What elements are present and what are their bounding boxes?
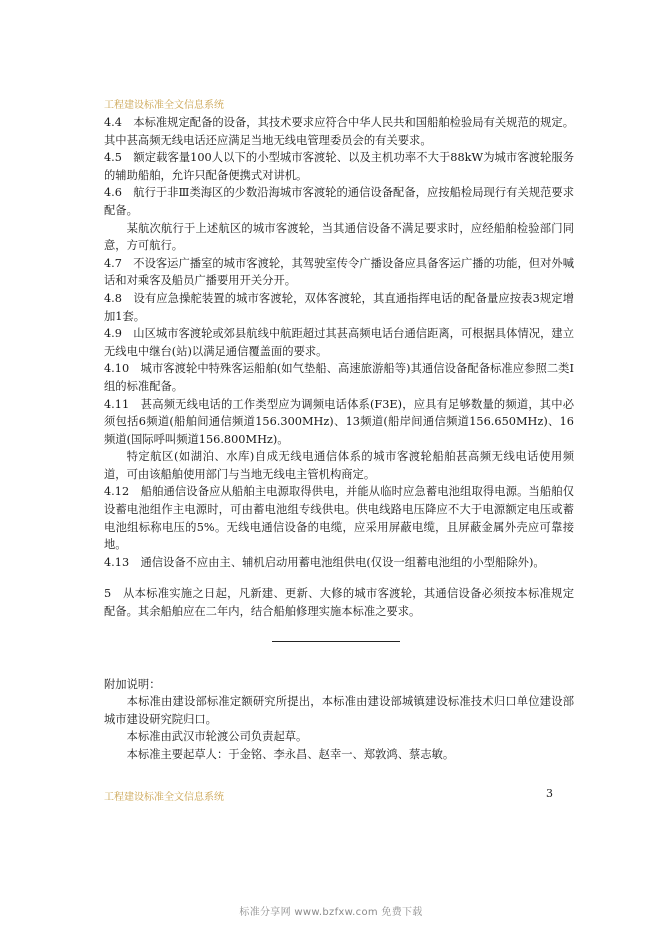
clause-4-6: 4.6 航行于非Ⅲ类海区的少数沿海城市客渡轮的通信设备配备，应按船检局现行有关规范要求配备。 xyxy=(104,186,574,217)
clause-4-5: 4.5 额定载客量100人以下的小型城市客渡轮、以及主机功率不大于88kW为城市客渡轮服务的辅助船舶，允许只配备便携式对讲机。 xyxy=(104,151,574,182)
header-watermark: 工程建设标准全文信息系统 xyxy=(104,100,224,111)
page-number: 3 xyxy=(546,787,553,800)
clause-5: 5 从本标准实施之日起，凡新建、更新、大修的城市客渡轮，其通信设备必须按本标准规定配备。其余船舶应在二年内，结合船舶修理实施本标准之要求。 xyxy=(104,587,574,619)
clause-4-8: 4.8 设有应急操舵装置的城市客渡轮，双体客渡轮，其直通指挥电话的配备量应按表3规定增加1套。 xyxy=(104,291,574,323)
clause-4-11: 4.11 甚高频无线电话的工作类型应为调频电话体系(F3E)，应具有足够数量的频道，其中必须包括6频道(船舶间通信频道156.300MHz)、13频道(船岸间通信频道156.650MHz)、16频道(国际呼叫频道156.800MHz)。 xyxy=(104,397,574,446)
appendix-line: 本标准由建设部标准定额研究所提出，本标准由建设部城镇建设标准技术归口单位建设部城市建设研究院归口。 xyxy=(104,695,574,726)
clause-4-12: 4.12 船舶通信设备应从船舶主电源取得供电，并能从临时应急蓄电池组取得电源。当船舶仅设蓄电池组作主电源时，可由蓄电池组专线供电。供电线路电压降应不大于电源额定电压或蓄电池组标称电压的5%。无线电通信设备的电缆，应采用屏蔽电缆，且屏蔽金属外壳应可靠接地。 xyxy=(104,485,574,552)
appendix-heading: 附加说明： xyxy=(104,677,161,691)
clause-4-11-note: 特定航区(如湖泊、水库)自成无线电通信体系的城市客渡轮船舶甚高频无线电话使用频道，可由该船舶使用部门与当地无线电主管机构商定。 xyxy=(104,450,574,481)
clause-4-9: 4.9 山区城市客渡轮或郊县航线中航距超过其甚高频电话台通信距离，可根据具体情况，建立无线电中继台(站)以满足通信覆盖面的要求。 xyxy=(104,327,574,358)
clause-4-6-note: 某航次航行于上述航区的城市客渡轮，当其通信设备不满足要求时，应经船舶检验部门同意，方可航行。 xyxy=(104,221,574,253)
site-watermark: 标准分享网 www.bzfxw.com 免费下载 xyxy=(239,907,423,918)
clause-4-4: 4.4 本标准规定配备的设备，其技术要求应符合中华人民共和国船舶检验局有关规范的规定。其中甚高频无线电话还应满足当地无线电管理委员会的有关要求。 xyxy=(104,116,574,147)
clause-4-13: 4.13 通信设备不应由主、辅机启动用蓄电池组供电(仅设一组蓄电池组的小型船除外)。 xyxy=(104,555,545,569)
clause-4-10: 4.10 城市客渡轮中特殊客运船舶(如气垫船、高速旅游船等)其通信设备配备标准应参照二类Ⅰ组的标准配备。 xyxy=(104,362,574,393)
footer-watermark: 工程建设标准全文信息系统 xyxy=(104,792,224,803)
appendix-line: 本标准主要起草人：于金铭、李永昌、赵幸一、郑敦鸿、蔡志敏。 xyxy=(126,748,455,761)
document-body xyxy=(104,114,574,764)
clause-4-7: 4.7 不设客运广播室的城市客渡轮，其驾驶室传令广播设备应具备客运广播的功能，但对外喊话和对乘客及船员广播要用开关分开。 xyxy=(104,256,574,288)
appendix-line: 本标准由武汉市轮渡公司负责起草。 xyxy=(126,730,308,744)
